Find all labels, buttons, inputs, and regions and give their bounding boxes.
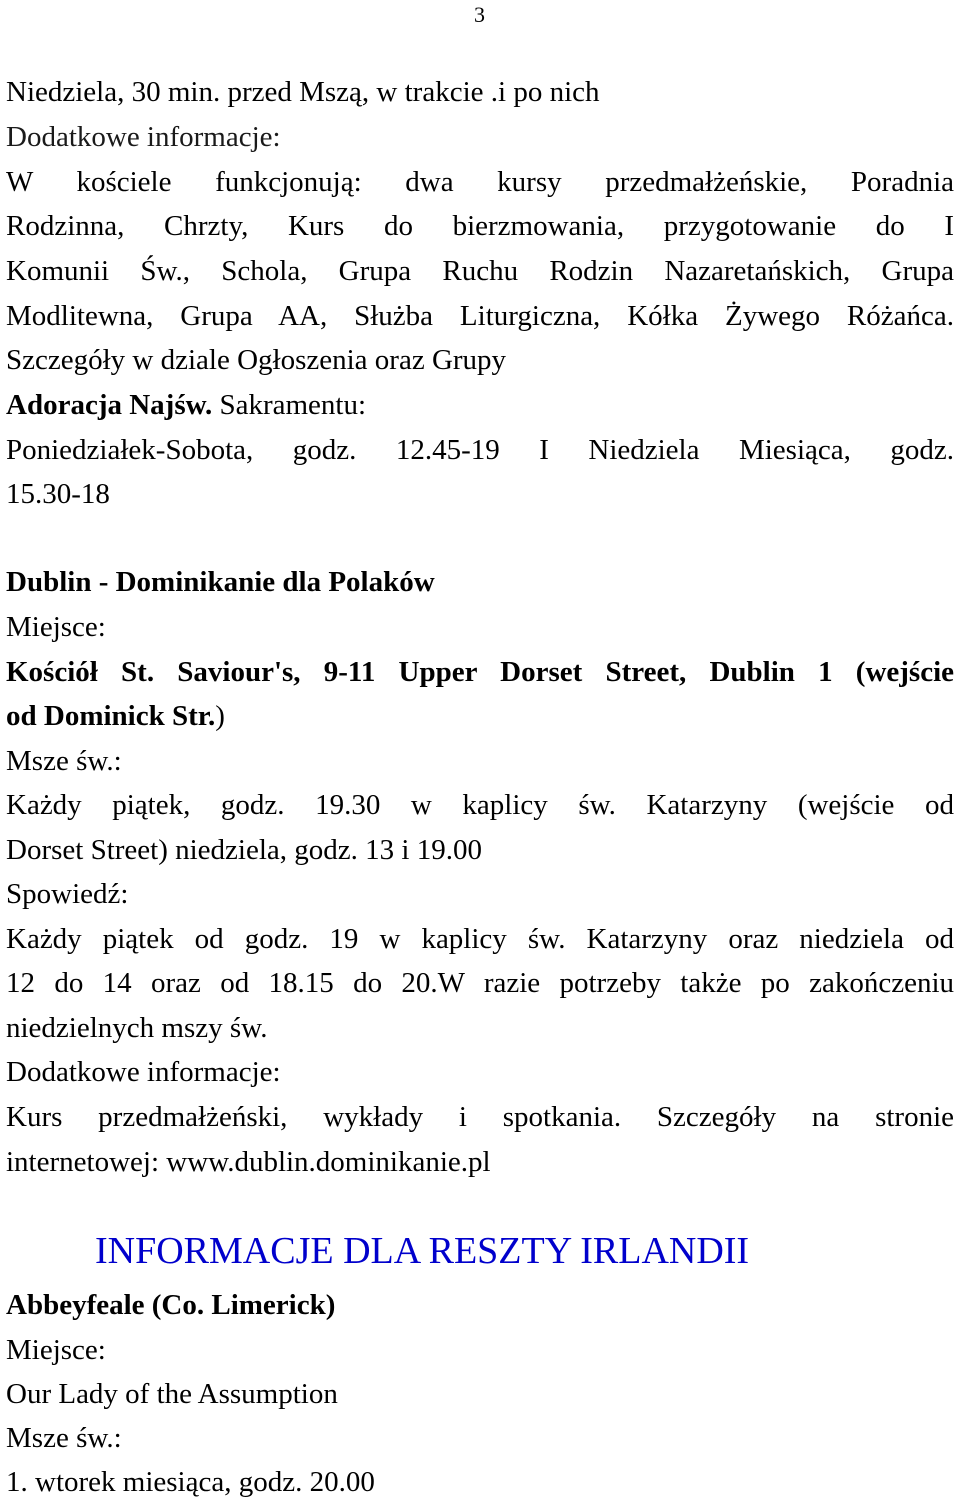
dublin-place-part: Saviour's, 9-11 Upper Dorset Street, Dublin 1 (wejście [177, 656, 955, 688]
adoration-label-part: Sakramentu: [219, 389, 367, 421]
dublin-info-line: Kurs przedmałżeński, wykłady i spotkania. Szczegóły na stronie [6, 1101, 954, 1133]
dublin-title: Dublin - Dominikanie dla Polaków [6, 566, 435, 598]
adoration-line: 15.30-18 [6, 478, 110, 510]
dublin-confession-label: Spowiedź: [6, 878, 129, 910]
info-line: Rodzinna, Chrzty, Kurs do bierzmowania, przygotowanie do I [6, 210, 954, 242]
info-line: Szczegóły w dziale Ogłoszenia oraz Grupy [6, 344, 507, 376]
rest-of-ireland-heading: INFORMACJE DLA RESZTY IRLANDII [95, 1230, 750, 1272]
dublin-info-line: internetowej: www.dublin.dominikanie.pl [6, 1146, 491, 1178]
dublin-mass-label: Msze św.: [6, 745, 122, 777]
abbeyfeale-mass-value: 1. wtorek miesiąca, godz. 20.00 [6, 1466, 375, 1498]
abbeyfeale-place-value: Our Lady of the Assumption [6, 1378, 338, 1410]
dublin-confession-line: 12 do 14 oraz od 18.15 do 20.W razie potrzeby także po zakończeniu [6, 967, 954, 999]
info-line: W kościele funkcjonują: dwa kursy przedmałżeńskie, Poradnia [6, 166, 954, 198]
adoration-label [6, 388, 366, 422]
page-number: 3 [474, 2, 485, 27]
adoration-label-part: Adoracja Najśw. [6, 389, 213, 421]
dublin-place-part: Kościół St. [6, 656, 155, 688]
abbeyfeale-mass-label: Msze św.: [6, 1422, 122, 1454]
schedule-line: Niedziela, 30 min. przed Mszą, w trakcie .i po nich [6, 76, 600, 108]
info-line: Modlitewna, Grupa AA, Służba Liturgiczna, Kółka Żywego Różańca. [6, 300, 954, 332]
dublin-place-line [6, 655, 954, 689]
dublin-place-part: ) [215, 700, 225, 732]
dublin-info-label: Dodatkowe informacje: [6, 1056, 281, 1088]
dublin-confession-line: niedzielnych mszy św. [6, 1012, 268, 1044]
dublin-place-line [6, 699, 225, 733]
info-label: Dodatkowe informacje: [6, 121, 281, 153]
adoration-line: Poniedziałek-Sobota, godz. 12.45-19 I Niedziela Miesiąca, godz. [6, 434, 954, 466]
abbeyfeale-title: Abbeyfeale (Co. Limerick) [6, 1289, 336, 1321]
dublin-confession-line: Każdy piątek od godz. 19 w kaplicy św. Katarzyny oraz niedziela od [6, 923, 954, 955]
dublin-place-label: Miejsce: [6, 611, 106, 643]
dublin-mass-line: Każdy piątek, godz. 19.30 w kaplicy św. Katarzyny (wejście od [6, 789, 954, 821]
info-line: Komunii Św., Schola, Grupa Ruchu Rodzin Nazaretańskich, Grupa [6, 255, 954, 287]
dublin-place-part: od Dominick Str. [6, 700, 216, 732]
dublin-mass-line: Dorset Street) niedziela, godz. 13 i 19.00 [6, 834, 482, 866]
abbeyfeale-place-label: Miejsce: [6, 1334, 106, 1366]
